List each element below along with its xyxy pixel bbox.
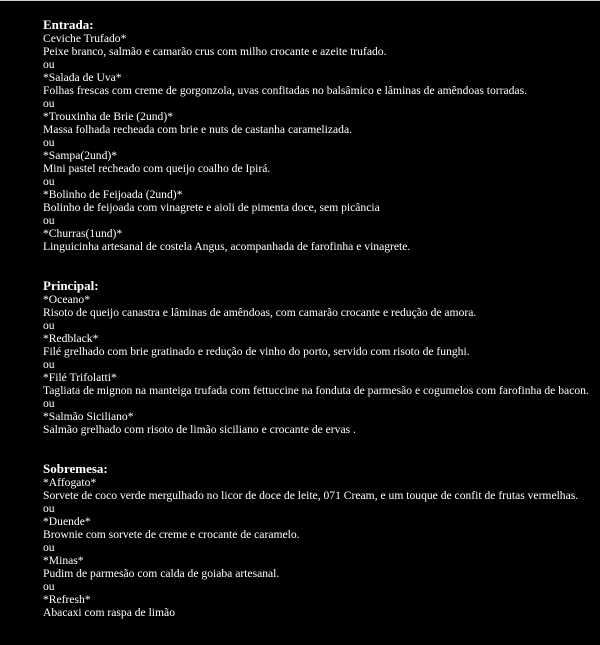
separator-ou: ou [43, 97, 55, 110]
section-title: Entrada: [43, 17, 94, 32]
dish-description: Bolinho de feijoada com vinagrete e aioli de pimenta doce, sem picância [43, 201, 380, 214]
top-divider [0, 0, 600, 1]
dish-name: *Salada de Uva* [43, 71, 122, 84]
section-sobremesa [43, 462, 593, 619]
dish-name: *Duende* [43, 515, 91, 528]
dish-description: Brownie com sorvete de creme e crocante de caramelo. [43, 528, 300, 541]
separator-ou: ou [43, 397, 55, 410]
separator-ou: ou [43, 580, 55, 593]
dish-name: *Salmão Siciliano* [43, 410, 134, 423]
dish-description: Linguicinha artesanal de costela Angus, acompanhada de farofinha e vinagrete. [43, 240, 411, 253]
dish-description: Tagliata de mignon na manteiga trufada com fettuccine na fonduta de parmesão e cogumelos com farofinha de bacon. [43, 384, 589, 397]
dish-name: *Oceano* [43, 293, 90, 306]
dish-description: Folhas frescas com creme de gorgonzola, uvas confitadas no balsâmico e lâminas de amêndoas torradas. [43, 84, 527, 97]
dish-description: Sorvete de coco verde mergulhado no licor de doce de leite, 071 Cream, e um touque de confit de frutas vermelhas. [43, 489, 579, 502]
separator-ou: ou [43, 214, 55, 227]
dish-description: Abacaxi com raspa de limão [43, 606, 175, 619]
dish-name: *Filé Trifolatti* [43, 371, 117, 384]
dish-name: Ceviche Trufado* [43, 32, 127, 45]
separator-ou: ou [43, 502, 55, 515]
dish-description: Peixe branco, salmão e camarão crus com milho crocante e azeite trufado. [43, 45, 387, 58]
dish-name: *Churras(1und)* [43, 227, 123, 240]
section-title: Principal: [43, 278, 99, 293]
dish-name: *Redblack* [43, 332, 99, 345]
dish-name: *Trouxinha de Brie (2und)* [43, 110, 173, 123]
separator-ou: ou [43, 358, 55, 371]
separator-ou: ou [43, 319, 55, 332]
dish-description: Mini pastel recheado com queijo coalho de Ipirá. [43, 162, 271, 175]
dish-name: *Minas* [43, 554, 84, 567]
separator-ou: ou [43, 541, 55, 554]
section-entrada [43, 18, 593, 253]
separator-ou: ou [43, 175, 55, 188]
section-principal [43, 279, 593, 436]
separator-ou: ou [43, 58, 55, 71]
dish-name: *Bolinho de Feijoada (2und)* [43, 188, 183, 201]
separator-ou: ou [43, 136, 55, 149]
dish-description: Filé grelhado com brie gratinado e redução de vinho do porto, servido com risoto de funghi. [43, 345, 470, 358]
section-title: Sobremesa: [43, 461, 108, 476]
dish-name: *Refresh* [43, 593, 91, 606]
dish-name: *Sampa(2und)* [43, 149, 118, 162]
menu-content [43, 18, 593, 645]
dish-description: Massa folhada recheada com brie e nuts de castanha caramelizada. [43, 123, 353, 136]
dish-description: Pudim de parmesão com calda de goiaba artesanal. [43, 567, 280, 580]
dish-description: Salmão grelhado com risoto de limão siciliano e crocante de ervas . [43, 423, 356, 436]
dish-name: *Affogato* [43, 476, 97, 489]
dish-description: Risoto de queijo canastra e lâminas de amêndoas, com camarão crocante e redução de amora. [43, 306, 477, 319]
